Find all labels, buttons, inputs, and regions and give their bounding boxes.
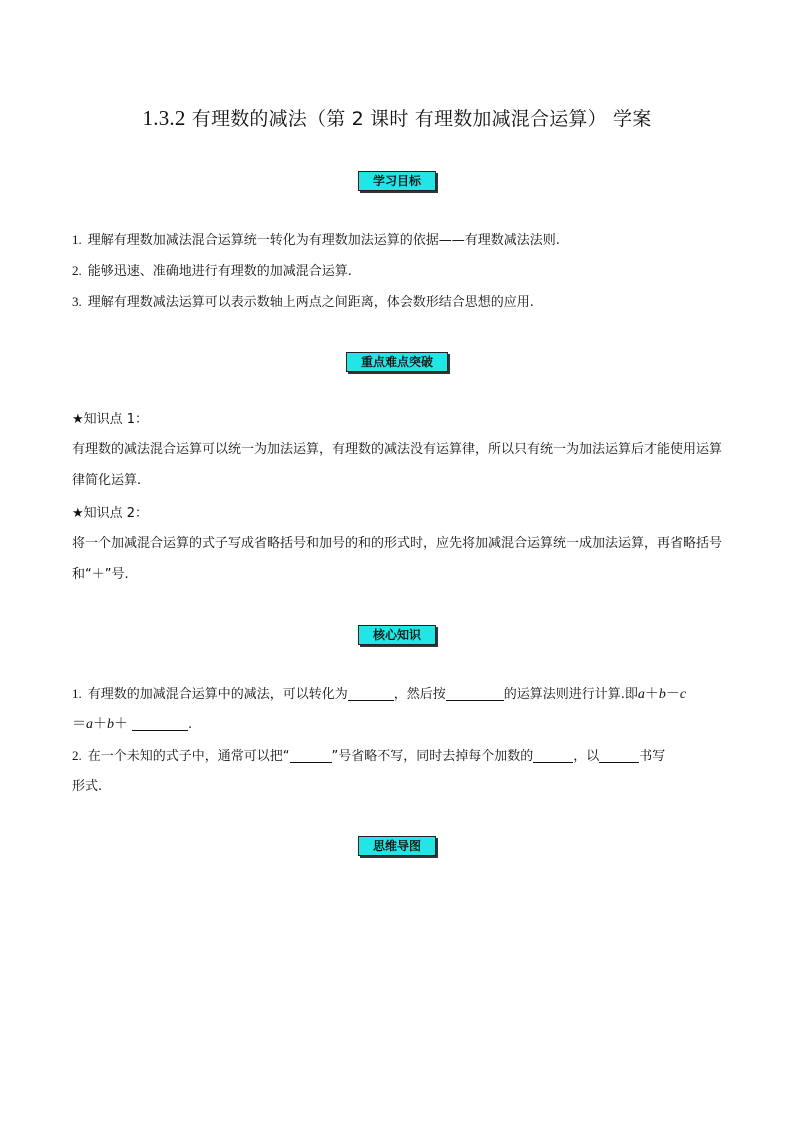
core-text: 有理数的加减混合运算中的减法，可以转化为: [87, 687, 348, 702]
math-var: c: [679, 687, 687, 702]
objective-item: [72, 261, 352, 282]
keypoint-heading: ★知识点 1：: [72, 412, 149, 427]
math-var: b: [658, 687, 666, 702]
section-keypoints-label: 重点难点突破: [346, 352, 448, 372]
core-item-2-line-1: [72, 746, 665, 767]
keypoint-heading: ★知识点 2：: [72, 506, 149, 521]
answer-blank[interactable]: [348, 685, 394, 701]
answer-blank[interactable]: [599, 747, 639, 763]
core-index: 2.: [72, 748, 82, 763]
core-text: 的运算法则进行计算.即: [503, 687, 638, 702]
answer-blank[interactable]: [533, 747, 573, 763]
title-text: 有理数的减法（第 2 课时 有理数加减混合运算） 学案: [191, 108, 652, 130]
section-objectives-label: 学习目标: [358, 171, 436, 191]
math-op: －: [665, 687, 680, 702]
math-op: ＋: [93, 717, 107, 732]
page-title: [0, 103, 794, 134]
math-var: a: [86, 717, 93, 732]
core-text: 书写: [639, 749, 666, 764]
keypoint-body: 有理数的减法混合运算可以统一为加法运算，有理数的减法没有运算律，所以只有统一为加法运算后才能使用运算律简化运算.: [72, 442, 723, 488]
keypoint-body: 将一个加减混合运算的式子写成省略括号和加号的和的形式时，应先将加减混合运算统一成加法运算，再省略括号和“＋”号.: [72, 536, 723, 582]
answer-blank[interactable]: [132, 715, 188, 731]
core-item-1-line-1: [72, 684, 686, 705]
section-core-label: 核心知识: [358, 625, 436, 645]
objective-index: 2.: [72, 263, 82, 278]
core-text: ，以: [573, 749, 600, 764]
answer-blank[interactable]: [290, 747, 332, 763]
section-keypoints: [0, 352, 794, 372]
math-op: ＝: [72, 717, 86, 732]
core-item-2-line-2: [72, 777, 102, 797]
objective-text: 理解有理数减法运算可以表示数轴上两点之间距离，体会数形结合思想的应用.: [87, 295, 534, 310]
objective-index: 3.: [72, 294, 82, 309]
math-op: ＋: [644, 687, 659, 702]
math-op: ＋: [114, 717, 128, 732]
section-core: [0, 625, 794, 645]
objective-text: 能够迅速、准确地进行有理数的加减混合运算.: [87, 264, 352, 279]
core-text: ”号省略不写，同时去掉每个加数的: [331, 749, 534, 764]
objective-item: [72, 292, 534, 313]
core-text: ，然后按: [393, 687, 446, 702]
core-item-1-line-2: [72, 715, 192, 735]
math-var: b: [107, 717, 114, 732]
core-index: 1.: [72, 686, 82, 701]
section-objectives: [0, 171, 794, 191]
section-mindmap-label: 思维导图: [358, 836, 436, 856]
section-mindmap: [0, 836, 794, 856]
math-var: a: [637, 687, 645, 702]
objective-index: 1.: [72, 232, 82, 247]
answer-blank[interactable]: [446, 685, 504, 701]
objective-text: 理解有理数加减法混合运算统一转化为有理数加法运算的依据——有理数减法法则.: [87, 233, 560, 248]
objective-item: [72, 230, 560, 251]
title-number: 1.3.2: [142, 106, 186, 130]
core-text: 形式.: [72, 779, 103, 794]
core-text: .: [188, 717, 193, 732]
core-text: 在一个未知的式子中，通常可以把“: [87, 749, 290, 764]
